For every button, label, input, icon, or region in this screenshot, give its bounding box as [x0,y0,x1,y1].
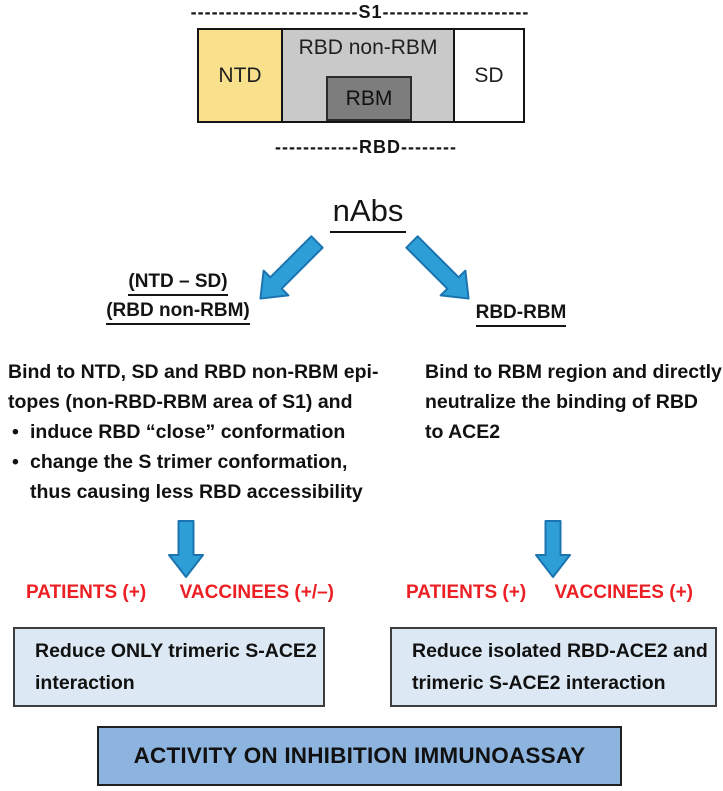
left-desc-bullet1: • induce RBD “close” conformation [8,417,380,447]
s1-label: S1 [358,2,383,22]
footer-banner-text: ACTIVITY ON INHIBITION IMMUNOASSAY [133,743,586,768]
left-down-arrow-icon [164,520,208,580]
s1-left-dashes: ------------------------ [190,2,359,22]
left-status-row [26,582,334,604]
left-branch-label-line1: (NTD – SD) [128,271,227,296]
rbd-region-bar [250,137,482,158]
right-down-arrow-icon [531,520,575,580]
left-outcome-box [13,627,325,707]
right-desc-line1: Bind to RBM region and directly [425,361,722,383]
rbd-right-dashes: -------- [400,137,457,157]
left-outcome-line1: Reduce ONLY trimeric S-ACE2 [35,640,317,662]
left-branch-labels [80,271,276,329]
ntd-label: NTD [218,63,262,87]
right-branch-description [425,357,723,447]
left-desc-bullet2-line2: thus causing less RBD accessibility [30,481,363,503]
left-vaccinees-status: VACCINEES (+/–) [179,582,334,603]
left-branch-label-line2: (RBD non-RBM) [106,300,250,325]
nabs-title-text: nAbs [330,193,407,233]
s1-region-bar [190,2,530,23]
left-desc-line1: Bind to NTD, SD and RBD non-RBM epi- [8,361,379,383]
rbd-label: RBD [358,137,401,157]
left-desc-bullet2-line1: • change the S trimer conformation, [8,447,380,477]
nabs-title [308,193,428,233]
arrow-down-right-icon [385,232,495,312]
domain-box-sd [453,28,525,123]
rbd-non-rbm-label: RBD non-RBM [298,36,438,59]
right-desc-line3: to ACE2 [425,421,501,443]
right-patients-status: PATIENTS (+) [406,582,527,603]
right-outcome-line2: trimeric S-ACE2 interaction [412,672,666,694]
right-vaccinees-status: VACCINEES (+) [554,582,693,603]
domain-box-rbd-non-rbm [281,28,455,123]
right-status-row [406,582,693,604]
footer-banner [97,726,622,786]
left-branch-description [8,357,380,507]
right-branch-label-text: RBD-RBM [476,302,567,327]
rbm-label: RBM [345,86,393,110]
rbd-left-dashes: ------------ [275,137,359,157]
sd-label: SD [474,63,504,87]
right-outcome-box [390,627,717,707]
right-desc-line2: neutralize the binding of RBD [425,391,698,413]
domain-box-ntd [197,28,283,123]
right-branch-label [456,302,586,327]
left-patients-status: PATIENTS (+) [26,582,147,603]
domain-box-rbm [326,76,412,121]
right-outcome-line1: Reduce isolated RBD-ACE2 and [412,640,708,662]
s1-right-dashes: --------------------- [382,2,530,22]
left-outcome-line2: interaction [35,672,135,694]
left-desc-line2: topes (non-RBD-RBM area of S1) and [8,391,353,413]
